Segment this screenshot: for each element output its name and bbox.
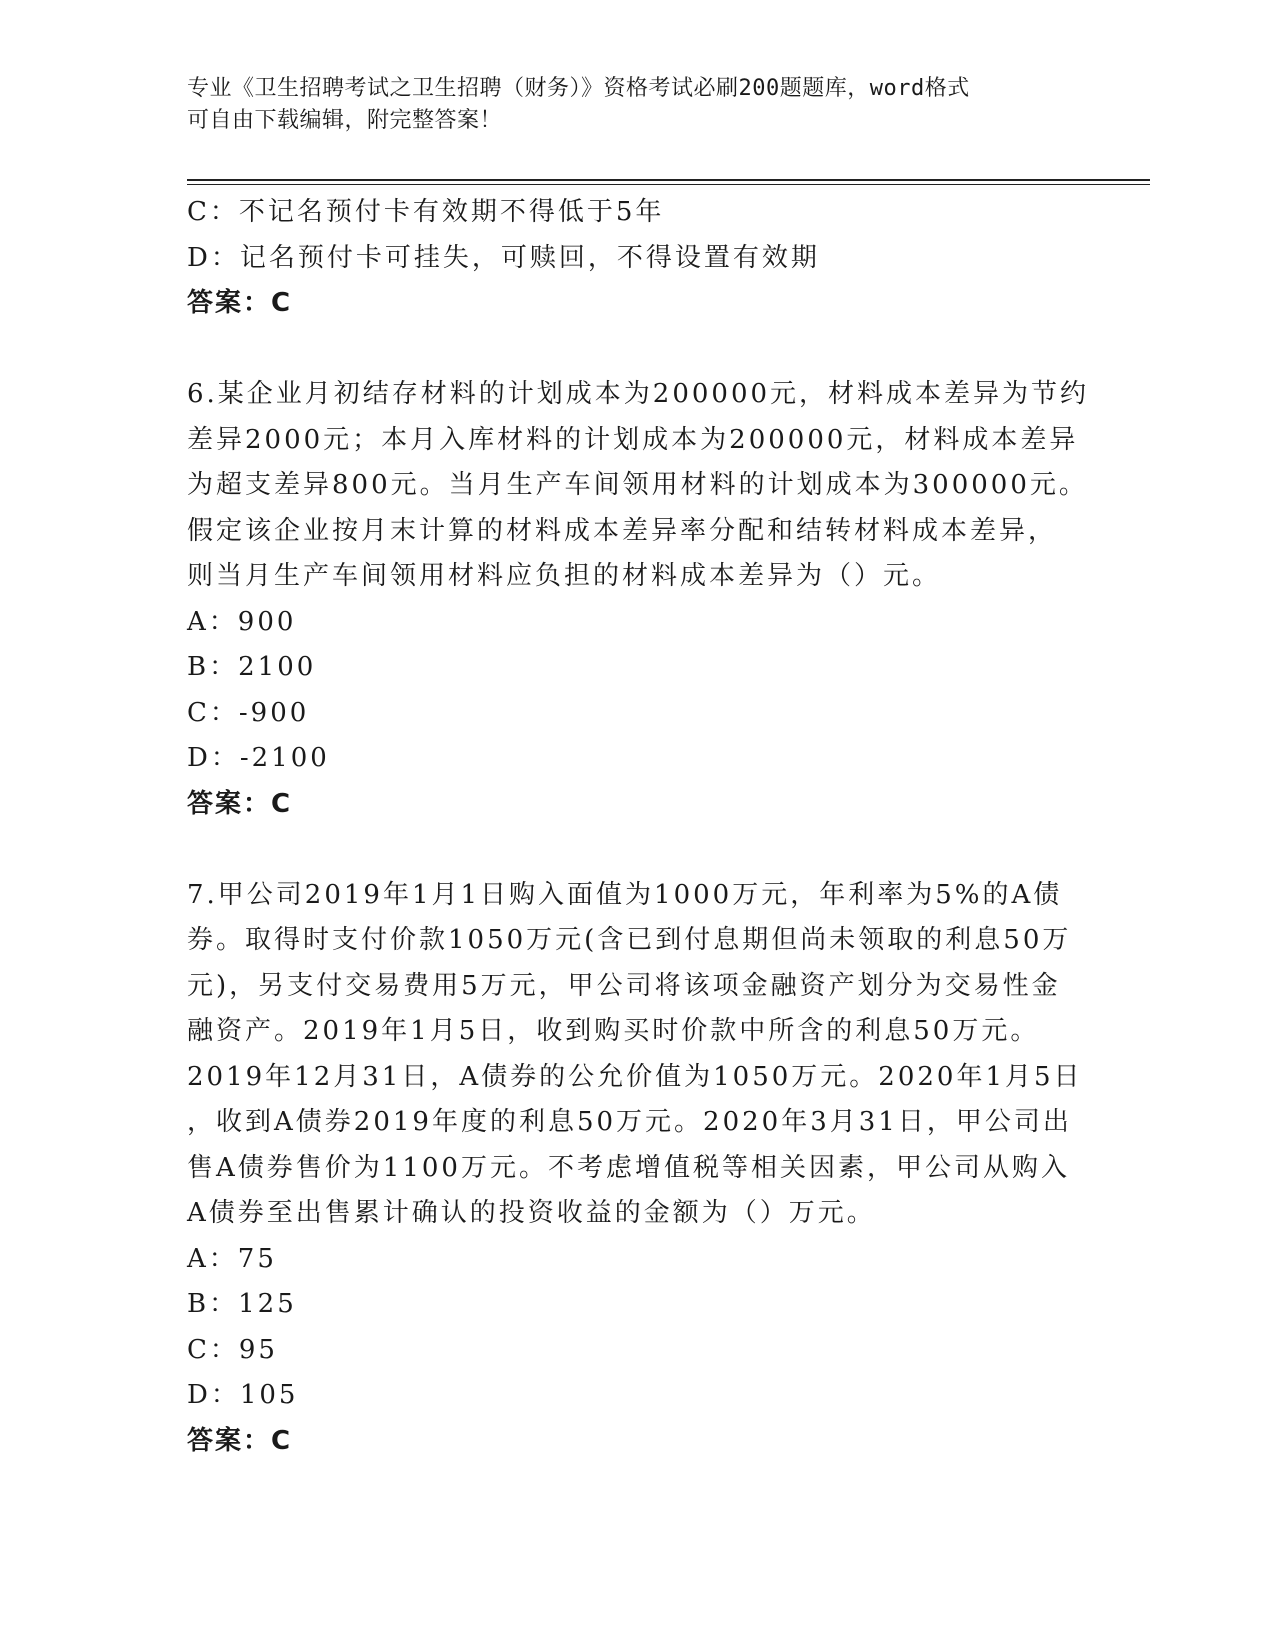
question-7	[187, 873, 1087, 1465]
q6-stem-line: 为超支差异800元。当月生产车间领用材料的计划成本为300000元。	[187, 470, 1088, 500]
q6-option-d: D：-2100	[187, 743, 330, 773]
question-5-tail	[187, 190, 1087, 327]
q5-answer: 答案：C	[187, 288, 293, 318]
q7-stem-line: 售A债券售价为1100万元。不考虑增值税等相关因素，甲公司从购入	[187, 1152, 1070, 1183]
q7-stem-line: 7.甲公司2019年1月1日购入面值为1000万元，年利率为5%的A债	[187, 879, 1063, 910]
q5-option-d: D：记名预付卡可挂失，可赎回，不得设置有效期	[187, 242, 820, 273]
q7-stem-line: ，收到A债券2019年度的利息50万元。2020年3月31日，甲公司出	[187, 1107, 1072, 1137]
question-6	[187, 372, 1090, 827]
document-header	[187, 73, 1087, 137]
q7-answer: 答案：C	[187, 1425, 293, 1456]
q6-stem-line: 6.某企业月初结存材料的计划成本为200000元，材料成本差异为节约	[187, 379, 1090, 409]
spacer	[187, 327, 1087, 373]
q6-option-c: C：-900	[187, 697, 310, 728]
q7-stem-line: 券。取得时支付价款1050万元(含已到付息期但尚未领取的利息50万	[187, 925, 1072, 955]
question-content	[187, 190, 1090, 1464]
q7-stem-line: 融资产。2019年1月5日，收到购买时价款中所含的利息50万元。	[187, 1016, 1040, 1046]
header-line-2: 可自由下载编辑，附完整答案！	[187, 108, 503, 133]
header-rule-thick	[187, 179, 1150, 181]
q7-option-a: A：75	[187, 1243, 277, 1274]
q7-option-c: C：95	[187, 1334, 278, 1365]
q6-stem-line: 则当月生产车间领用材料应负担的材料成本差异为（）元。	[187, 561, 942, 591]
q6-answer: 答案：C	[187, 788, 293, 819]
q6-option-a: A：900	[187, 606, 297, 637]
header-line-1: 专业《卫生招聘考试之卫生招聘（财务）》资格考试必刷200题题库，word格式	[187, 76, 970, 101]
spacer	[187, 827, 1087, 873]
q6-stem-line: 假定该企业按月末计算的材料成本差异率分配和结转材料成本差异，	[187, 515, 1058, 546]
q7-stem-line: A债券至出售累计确认的投资收益的金额为（）万元。	[187, 1198, 876, 1228]
q7-option-b: B：125	[187, 1289, 297, 1319]
header-rule-thin	[187, 184, 1150, 185]
q7-stem-line: 2019年12月31日，A债券的公允价值为1050万元。2020年1月5日	[187, 1061, 1083, 1092]
q6-stem-line: 差异2000元；本月入库材料的计划成本为200000元，材料成本差异	[187, 424, 1079, 455]
q5-option-c: C：不记名预付卡有效期不得低于5年	[187, 197, 665, 227]
q7-stem-line: 元)，另支付交易费用5万元，甲公司将该项金融资产划分为交易性金	[187, 970, 1061, 1001]
q7-option-d: D：105	[187, 1380, 299, 1410]
q6-option-b: B：2100	[187, 652, 317, 682]
